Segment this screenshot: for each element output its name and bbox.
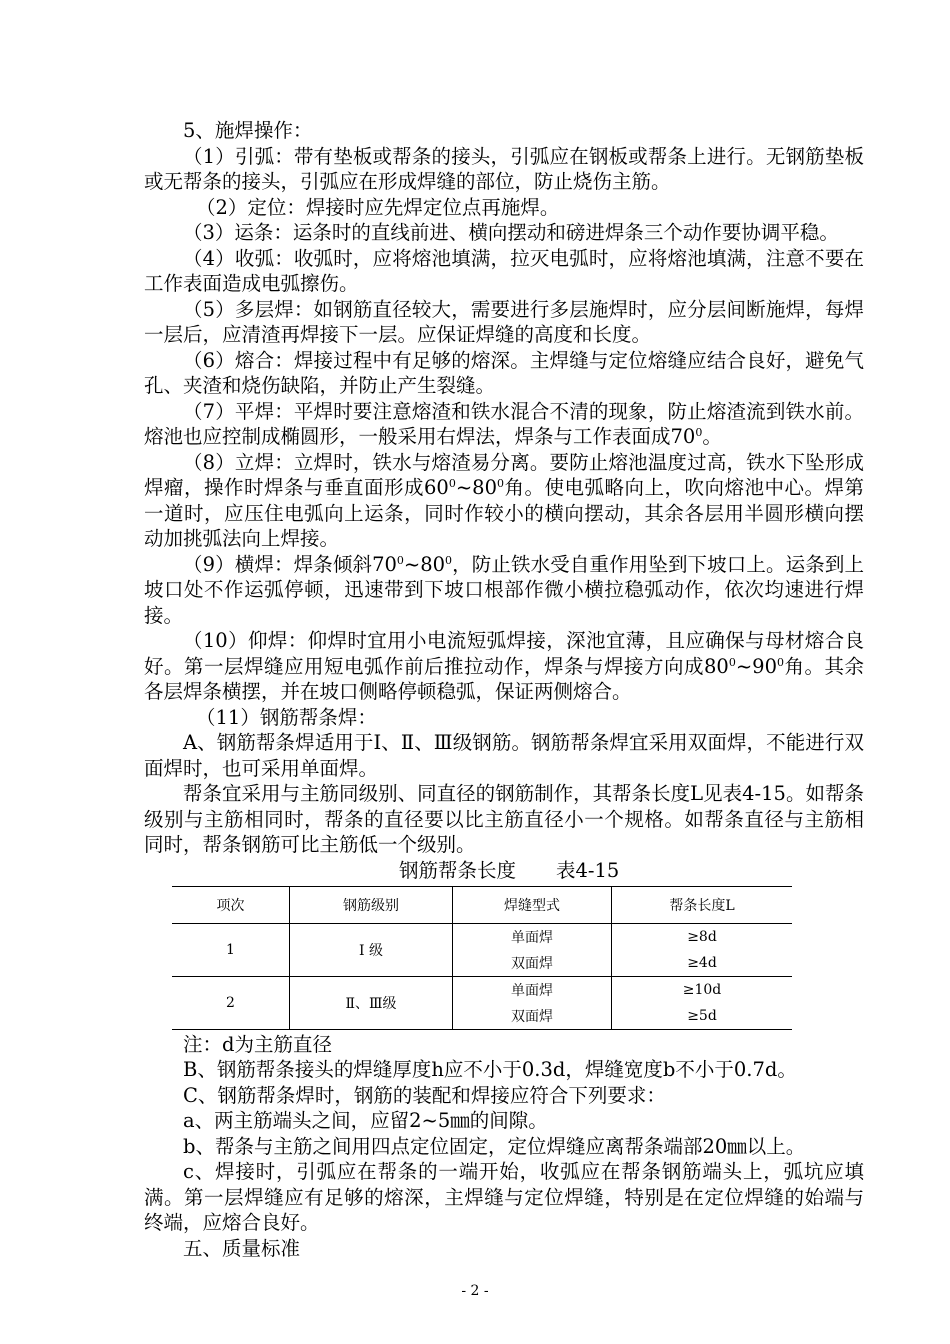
paragraph: 5、施焊操作： — [183, 119, 313, 142]
superscript: 0 — [496, 477, 504, 490]
table-cell: ≥5d — [612, 1003, 793, 1030]
paragraph: B、钢筋帮条接头的焊缝厚度h应不小于0.3d，焊缝宽度b不小于0.7d。 — [183, 1058, 797, 1081]
paragraph: （1）引弧：带有垫板或帮条的接头，引弧应在钢板或帮条上进行。无钢筋垫板或无帮条的接头，引弧应在形成焊缝的部位，防止烧伤主筋。 — [144, 144, 864, 193]
table-cell: 2 — [172, 976, 290, 1029]
section-heading: 五、质量标准 — [183, 1236, 301, 1260]
superscript: 0 — [448, 477, 456, 490]
table-cell: ≥8d — [612, 923, 793, 950]
paragraph: A、钢筋帮条焊适用于Ⅰ、Ⅱ、Ⅲ级钢筋。钢筋帮条焊宜采用双面焊，不能进行双面焊时，也可采用单面焊。 — [144, 731, 864, 780]
column-header: 钢筋级别 — [290, 886, 453, 923]
superscript: 0 — [396, 553, 404, 567]
text-run: 角。其余各层焊条横摆，并在坡口侧略停顿稳弧，保证两侧熔合。 — [144, 654, 864, 703]
paragraph: （6）熔合：焊接过程中有足够的熔深。主焊缝与定位熔缝应结合良好，避免气孔、夹渣和烧伤缺陷，并防止产生裂缝。 — [144, 348, 864, 397]
table-number: 表4-15 — [556, 858, 620, 882]
text-run: （9）横焊：焊条倾斜70 — [183, 552, 397, 576]
weld-strip-length-table — [172, 886, 792, 1030]
table-cell: 单面焊 — [453, 923, 612, 950]
text-run: （7）平焊：平焊时要注意熔渣和铁水混合不清的现象，防止熔渣流到铁水前。熔池也应控制成椭圆形，一般采用右焊法，焊条与工作表面成70 — [144, 399, 864, 448]
paragraph: （2）定位：焊接时应先焊定位点再施焊。 — [196, 195, 560, 219]
table-cell: ≥4d — [612, 950, 793, 977]
paragraph: （3）运条：运条时的直线前进、横向摆动和磅进焊条三个动作要协调平稳。 — [183, 221, 839, 244]
text-run: （8）立焊：立焊时，铁水与熔渣易分离。要防止熔池温度过高，铁水下坠形成焊瘤，操作时焊条与垂直面形成60 — [144, 450, 864, 499]
paragraph — [144, 628, 864, 705]
paragraph: （11）钢筋帮条焊： — [196, 705, 377, 729]
table-header-row — [172, 886, 792, 923]
page-number: - 2 - — [461, 1283, 489, 1299]
table-title: 钢筋帮条长度 — [399, 858, 517, 882]
text-run: 角。使电弧略向上，吹向熔池中心。焊第一道时，应压住电弧向上运条，同时作较小的横向摆动，其余各层用半圆形横向摆动加挑弧法向上焊接。 — [144, 476, 864, 550]
column-header: 项次 — [172, 886, 290, 923]
table-caption — [144, 858, 864, 883]
paragraph — [144, 399, 864, 450]
paragraph: （4）收弧：收弧时，应将熔池填满，拉灭电弧时，应将熔池填满，注意不要在工作表面造成电弧擦伤。 — [144, 246, 864, 295]
superscript: 0 — [728, 655, 736, 669]
paragraph: 帮条宜采用与主筋同级别、同直径的钢筋制作，其帮条长度L见表4-15。如帮条级别与主筋相同时，帮条的直径要以比主筋直径小一个规格。如帮条直径与主筋相同时，帮条钢筋可比主筋低一个级别。 — [144, 782, 864, 856]
paragraph: （5）多层焊：如钢筋直径较大，需要进行多层施焊时，应分层间断施焊，每焊一层后，应清渣再焊接下一层。应保证焊缝的高度和长度。 — [144, 297, 864, 346]
superscript: 0 — [776, 655, 784, 669]
table-row — [172, 923, 792, 950]
column-header: 焊缝型式 — [453, 886, 612, 923]
column-header: 帮条长度L — [612, 886, 793, 923]
text-run: ，防止铁水受自重作用坠到下坡口上。运条到上坡口处不作运弧停顿，迅速带到下坡口根部作微小横拉稳弧动作，依次均速进行焊接。 — [144, 552, 864, 627]
text-run: （10）仰焊：仰焊时宜用小电流短弧焊接，深池宜薄，且应确保与母材熔合良好。第一层焊缝应用短电弧作前后推拉动作，焊条与焊接方向成80 — [144, 629, 864, 678]
paragraph — [144, 552, 864, 629]
paragraph: b、帮条与主筋之间用四点定位固定，定位焊缝应离帮条端部20㎜以上。 — [183, 1134, 806, 1158]
paragraph: c、焊接时，引弧应在帮条的一端开始，收弧应在帮条钢筋端头上，弧坑应填满。第一层焊缝应有足够的熔深，主焊缝与定位焊缝，特别是在定位焊缝的始端与终端，应熔合良好。 — [144, 1160, 864, 1234]
table-cell: 双面焊 — [453, 1003, 612, 1030]
text-run: ~80 — [403, 552, 446, 576]
table-cell: ≥10d — [612, 976, 793, 1003]
table-cell: 双面焊 — [453, 950, 612, 977]
table-cell: Ⅱ、Ⅲ级 — [290, 976, 453, 1029]
table-row — [172, 976, 792, 1003]
table-cell: Ⅰ 级 — [290, 923, 453, 976]
text-run: 。 — [702, 425, 722, 448]
table-note: 注：d为主筋直径 — [183, 1032, 332, 1056]
text-run: ~90 — [735, 654, 777, 678]
text-run: ~80 — [455, 476, 497, 499]
paragraph: a、两主筋端头之间，应留2~5㎜的间隙。 — [183, 1109, 548, 1132]
table-cell: 单面焊 — [453, 976, 612, 1003]
paragraph: C、钢筋帮条焊时，钢筋的装配和焊接应符合下列要求： — [183, 1083, 666, 1107]
superscript: 0 — [445, 553, 453, 567]
superscript: 0 — [695, 426, 703, 439]
paragraph — [144, 450, 864, 552]
table-cell: 1 — [172, 923, 290, 976]
document-body — [144, 118, 864, 1261]
